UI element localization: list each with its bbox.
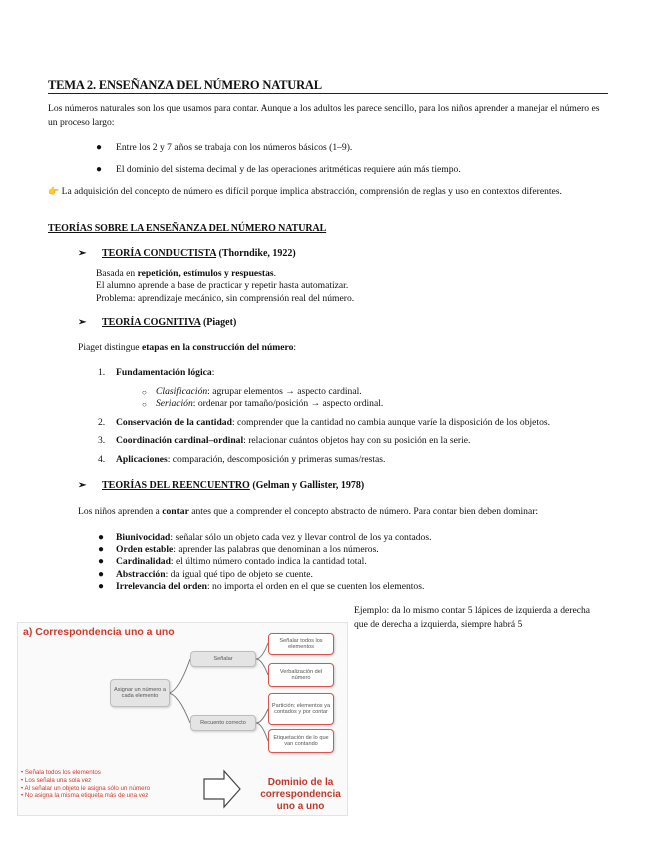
connector-line xyxy=(168,693,190,723)
arrow-bullet-icon: ➢ xyxy=(78,248,87,259)
conductista-line-2: El alumno aprende a base de practicar y repetir hasta automatizar. xyxy=(96,280,349,291)
sub-list-item: ○ Clasificación: agrupar elementos → aspecto cardinal. xyxy=(156,385,362,399)
bullet-dot: ● xyxy=(98,556,105,567)
cognitiva-name: TEORÍA COGNITIVA xyxy=(102,317,201,328)
list-item: 1. Fundamentación lógica: xyxy=(98,367,215,378)
sub-list-item: ○ Seriación: ordenar por tamaño/posición → aspecto ordinal. xyxy=(156,397,383,411)
theories-heading: TEORÍAS SOBRE LA ENSEÑANZA DEL NÚMERO NATURAL xyxy=(48,223,327,234)
diagram-rule: • Al señalar un objeto le asigna sólo un número xyxy=(21,784,151,792)
diagram-leaf-node: Partición: elementos ya contados y por contar xyxy=(268,693,334,725)
list-item: ● Irrelevancia del orden: no importa el orden en el que se cuenten los elementos. xyxy=(98,581,425,592)
bullet-dot: ● xyxy=(96,142,103,153)
intro-paragraph: Los números naturales son los que usamos para contar. Aunque a los adultos les parece sencillo, para los niños aprender a manejar el número es un proceso largo: xyxy=(48,103,600,128)
conductista-name: TEORÍA CONDUCTISTA xyxy=(102,248,217,259)
reencuentro-heading xyxy=(78,480,364,491)
diagram-rule: • Señala todos los elementos xyxy=(21,769,101,776)
bullet-dot: ● xyxy=(98,569,105,580)
bullet-dot: ● xyxy=(98,532,105,543)
list-item: ● Orden estable: aprender las palabras que denominan a los números. xyxy=(98,544,379,555)
diagram-rule-list xyxy=(21,769,150,800)
intro-bullet: ● Entre los 2 y 7 años se trabaja con los números básicos (1–9). xyxy=(96,142,353,153)
circle-bullet-icon: ○ xyxy=(142,400,147,409)
connector-line xyxy=(256,643,268,659)
connector-line xyxy=(256,659,268,675)
diagram-domain-label: Dominio de la correspondencia uno a uno xyxy=(260,777,341,812)
diagram-rule: • No asigna la misma etiqueta más de una vez xyxy=(21,792,149,800)
list-item: 4. Aplicaciones: comparación, descomposición y primeras sumas/restas. xyxy=(98,454,386,465)
reencuentro-name: TEORÍAS DEL REENCUENTRO xyxy=(102,480,250,491)
pointing-hand-icon: 👉 xyxy=(48,186,60,196)
conductista-line-3: Problema: aprendizaje mecánico, sin comprensión real del número. xyxy=(96,293,355,304)
circle-bullet-icon: ○ xyxy=(142,388,147,397)
arrow-bullet-icon: ➢ xyxy=(78,480,87,491)
correspondence-diagram xyxy=(17,622,348,816)
right-arrow-icon xyxy=(204,771,240,807)
intro-bullet: ● El dominio del sistema decimal y de las operaciones aritméticas requiere aún más tiempo. xyxy=(96,164,461,175)
reencuentro-author: (Gelman y Gallister, 1978) xyxy=(252,480,365,491)
diagram-branch-node: Recuento correcto xyxy=(190,715,256,731)
cognitiva-heading xyxy=(78,317,236,328)
list-item: 2. Conservación de la cantidad: comprender que la cantidad no cambia aunque varíe la disposición de los objetos. xyxy=(98,417,551,428)
list-item: ● Cardinalidad: el último número contado indica la cantidad total. xyxy=(98,556,367,567)
diagram-branch-node: Señalar xyxy=(190,651,256,667)
list-item: 3. Coordinación cardinal–ordinal: relacionar cuántos objetos hay con su posición en la serie. xyxy=(98,435,471,446)
connector-line xyxy=(256,709,268,723)
diagram-leaf-node: Verbalización del número xyxy=(268,663,334,687)
diagram-rule: • Los señala una sola vez xyxy=(21,776,92,784)
page-title: TEMA 2. ENSEÑANZA DEL NÚMERO NATURAL xyxy=(48,78,322,92)
diagram-leaf-node: Etiquetación de lo que van contando xyxy=(268,729,334,753)
cognitiva-author: (Piaget) xyxy=(202,317,237,328)
bullet-dot: ● xyxy=(96,164,103,175)
connector-line xyxy=(256,723,268,741)
diagram-root-node: Asignar un número a cada elemento xyxy=(110,679,170,707)
note-paragraph: 👉 La adquisición del concepto de número es difícil porque implica abstracción, comprensión de reglas y uso en contextos diferentes. xyxy=(48,186,562,197)
example-text: Ejemplo: da lo mismo contar 5 lápices de izquierda a derecha que de derecha a izquierda, siempre habrá 5 xyxy=(354,605,591,630)
bullet-dot: ● xyxy=(98,544,105,555)
reencuentro-intro: Los niños aprenden a contar antes que a comprender el concepto abstracto de número. Para contar bien deben dominar: xyxy=(78,506,539,517)
connector-line xyxy=(168,659,190,693)
bullet-dot: ● xyxy=(98,581,105,592)
conductista-line-1: Basada en repetición, estímulos y respuestas. xyxy=(96,268,277,279)
arrow-bullet-icon: ➢ xyxy=(78,317,87,328)
diagram-title: a) Correspondencia uno a uno xyxy=(23,626,175,638)
cognitiva-intro: Piaget distingue etapas en la construcción del número: xyxy=(78,342,297,353)
diagram-leaf-node: Señalar todos los elementos xyxy=(268,633,334,655)
title-underline xyxy=(48,93,608,94)
list-item: ● Abstracción: da igual qué tipo de objeto se cuente. xyxy=(98,569,313,580)
conductista-heading xyxy=(78,248,296,259)
list-item: ● Biunivocidad: señalar sólo un objeto cada vez y llevar control de los ya contados. xyxy=(98,532,432,543)
conductista-author: (Thorndike, 1922) xyxy=(218,248,296,259)
